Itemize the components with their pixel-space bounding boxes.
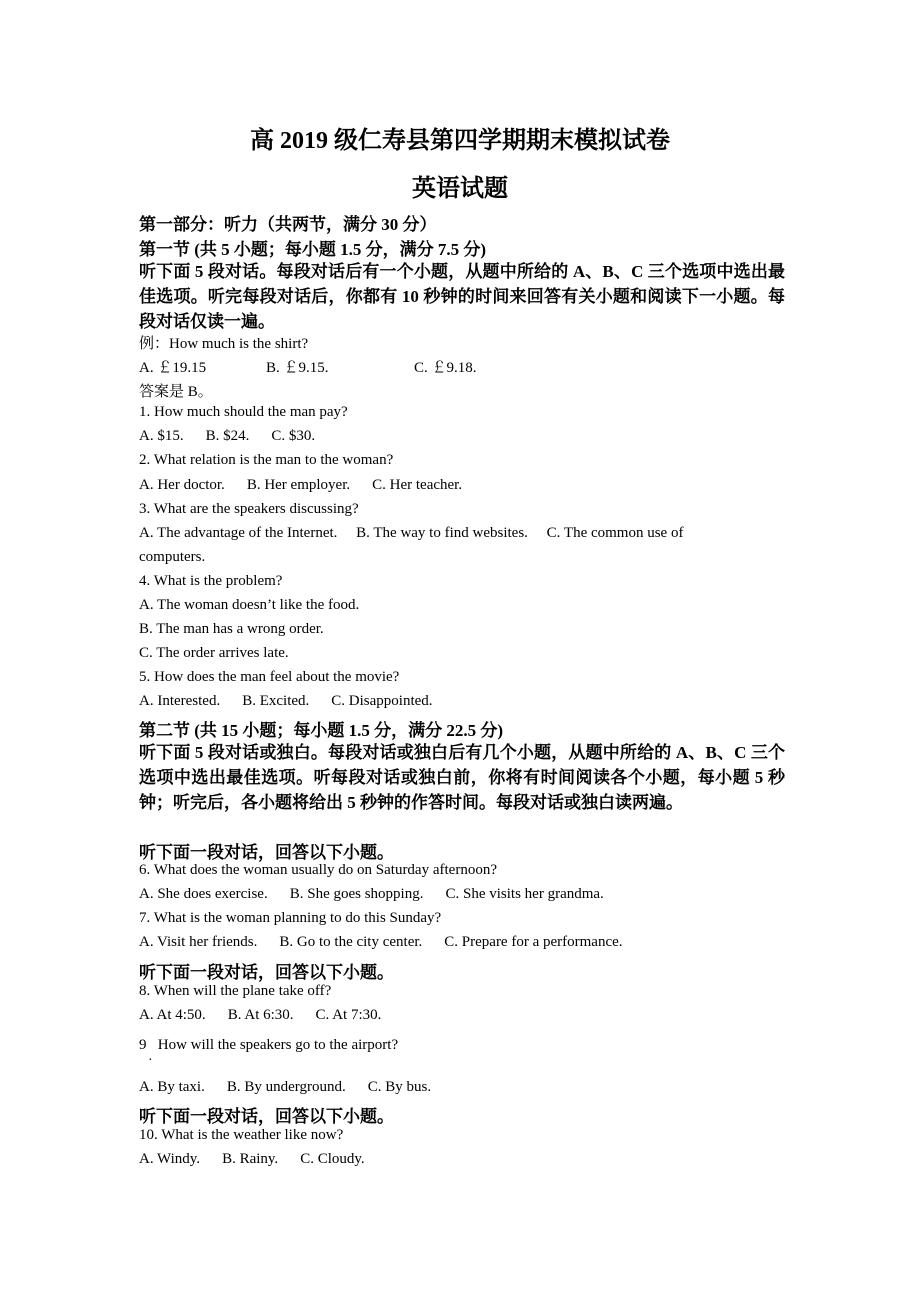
question-7-options <box>139 934 645 951</box>
option: C. Disappointed. <box>331 693 433 709</box>
option: A. Windy. <box>139 1151 201 1167</box>
question-1-options <box>139 428 337 445</box>
dialogue-prompt: 听下面一段对话，回答以下小题。 <box>139 843 394 862</box>
option: B. $24. <box>205 428 250 444</box>
question-5: 5. How does the man feel about the movie? <box>139 669 400 685</box>
question-6-options <box>139 886 626 903</box>
question-9-options <box>139 1079 453 1096</box>
option: A. Visit her friends. <box>139 934 258 950</box>
option: C. She visits her grandma. <box>445 886 604 902</box>
option: B. Go to the city center. <box>279 934 423 950</box>
example-answer: 答案是 B。 <box>139 384 213 400</box>
option: B. At 6:30. <box>227 1007 294 1023</box>
question-10: 10. What is the weather like now? <box>139 1127 344 1143</box>
exam-subtitle: 英语试题 <box>412 176 508 202</box>
question-5-options <box>139 693 455 710</box>
option: C. By bus. <box>367 1079 432 1095</box>
option: A. $15. <box>139 428 184 444</box>
option: B. By underground. <box>226 1079 346 1095</box>
question-4-option-c: C. The order arrives late. <box>139 645 289 661</box>
question-8-options <box>139 1007 403 1024</box>
option: B. Rainy. <box>222 1151 279 1167</box>
question-1: 1. How much should the man pay? <box>139 404 348 420</box>
option: B. She goes shopping. <box>289 886 424 902</box>
example-options <box>139 356 477 377</box>
option: A. By taxi. <box>139 1079 205 1095</box>
part1-heading: 第一部分：听力（共两节，满分 30 分） <box>139 215 437 234</box>
option: A. ￡19.15 <box>139 360 207 376</box>
question-2-options <box>139 477 484 494</box>
question-10-options <box>139 1151 387 1168</box>
option: C. Her teacher. <box>372 477 463 493</box>
section2-heading: 第二节 (共 15 小题；每小题 1.5 分，满分 22.5 分) <box>139 721 504 740</box>
question-2: 2. What relation is the man to the woman? <box>139 452 394 468</box>
question-3-options-cont: computers. <box>139 549 206 565</box>
dialogue-prompt: 听下面一段对话，回答以下小题。 <box>139 963 394 982</box>
question-6: 6. What does the woman usually do on Saturday afternoon? <box>139 862 497 878</box>
question-7: 7. What is the woman planning to do this Sunday? <box>139 910 442 926</box>
option: C. At 7:30. <box>315 1007 382 1023</box>
section2-instructions: 听下面 5 段对话或独白。每段对话或独白后有几个小题，从题中所给的 A、B、C 三个选项中选出最佳选项。听每段对话或独白前，你将有时间阅读各个小题，每小题 5 秒钟；听完后，各小题将给出 5 秒钟的作答时间。每段对话或独白读两遍。 <box>139 743 785 812</box>
exam-title: 高 2019 级仁寿县第四学期期末模拟试卷 <box>250 128 670 154</box>
question-3: 3. What are the speakers discussing? <box>139 501 359 517</box>
option: A. She does exercise. <box>139 886 268 902</box>
option: A. Interested. <box>139 693 221 709</box>
dialogue-prompt: 听下面一段对话，回答以下小题。 <box>139 1107 394 1126</box>
section1-heading: 第一节 (共 5 小题；每小题 1.5 分，满分 7.5 分) <box>139 240 487 259</box>
option: B. Excited. <box>242 693 310 709</box>
question-4-option-b: B. The man has a wrong order. <box>139 621 324 637</box>
option: C. ￡9.18. <box>414 360 477 376</box>
question-4-option-a: A. The woman doesn’t like the food. <box>139 597 360 613</box>
option: A. Her doctor. <box>139 477 225 493</box>
question-3-options: A. The advantage of the Internet. B. The way to find websites. C. The common use of <box>139 525 684 541</box>
stray-dot: · <box>148 1053 153 1068</box>
question-8: 8. When will the plane take off? <box>139 983 332 999</box>
option: B. Her employer. <box>246 477 351 493</box>
option: C. $30. <box>271 428 316 444</box>
option: C. Cloudy. <box>300 1151 365 1167</box>
option: A. At 4:50. <box>139 1007 206 1023</box>
section1-instructions: 听下面 5 段对话。每段对话后有一个小题，从题中所给的 A、B、C 三个选项中选出最佳选项。听完每段对话后，你都有 10 秒钟的时间来回答有关小题和阅读下一小题。每段对话仅读一遍。 <box>139 262 785 331</box>
question-4: 4. What is the problem? <box>139 573 283 589</box>
question-9: 9 How will the speakers go to the airport? <box>139 1037 399 1053</box>
example-question: 例：How much is the shirt? <box>139 336 309 352</box>
option: B. ￡9.15. <box>266 360 329 376</box>
option: C. Prepare for a performance. <box>444 934 623 950</box>
